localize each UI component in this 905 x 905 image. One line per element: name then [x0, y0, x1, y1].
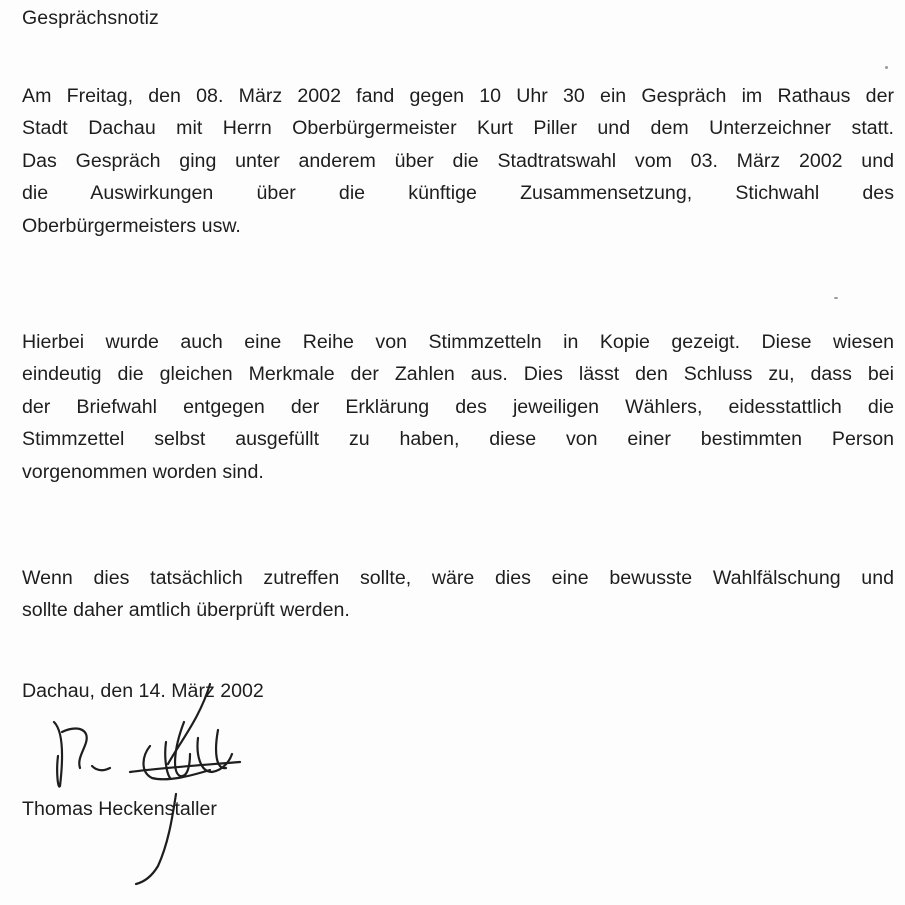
paragraph-meeting [22, 80, 894, 242]
scan-speck [885, 66, 888, 69]
scan-speck [834, 297, 838, 299]
text-line: die Auswirkungen über die künftige Zusammensetzung, Stichwahl des [22, 182, 894, 205]
signer-name: Thomas Heckenstaller [22, 798, 217, 820]
text-line: Stimmzettel selbst ausgefüllt zu haben, diese von einer bestimmten Person [22, 428, 894, 451]
text-line: Hierbei wurde auch eine Reihe von Stimmzetteln in Kopie gezeigt. Diese wiesen [22, 331, 894, 353]
text-line: vorgenommen worden sind. [22, 460, 264, 483]
text-line: Am Freitag, den 08. März 2002 fand gegen 10 Uhr 30 ein Gespräch im Rathaus der [22, 85, 894, 107]
text-line: Das Gespräch ging unter anderem über die Stadtratswahl vom 03. März 2002 und [22, 149, 894, 172]
handwritten-signature-icon [40, 660, 300, 900]
text-line: Oberbürgermeisters usw. [22, 214, 241, 237]
document-heading: Gesprächsnotiz [22, 7, 159, 29]
text-line: eindeutig die gleichen Merkmale der Zahlen aus. Dies lässt den Schluss zu, dass bei [22, 363, 894, 386]
place-and-date: Dachau, den 14. März 2002 [22, 680, 264, 702]
paragraph-conclusion [22, 562, 894, 627]
text-line: der Briefwahl entgegen der Erklärung des jeweiligen Wählers, eidesstattlich die [22, 395, 894, 418]
paragraph-ballots [22, 326, 894, 488]
text-line: Stadt Dachau mit Herrn Oberbürgermeister Kurt Piller und dem Unterzeichner statt. [22, 117, 894, 140]
text-line: sollte daher amtlich überprüft werden. [22, 599, 350, 622]
text-line: Wenn dies tatsächlich zutreffen sollte, wäre dies eine bewusste Wahlfälschung und [22, 567, 894, 589]
